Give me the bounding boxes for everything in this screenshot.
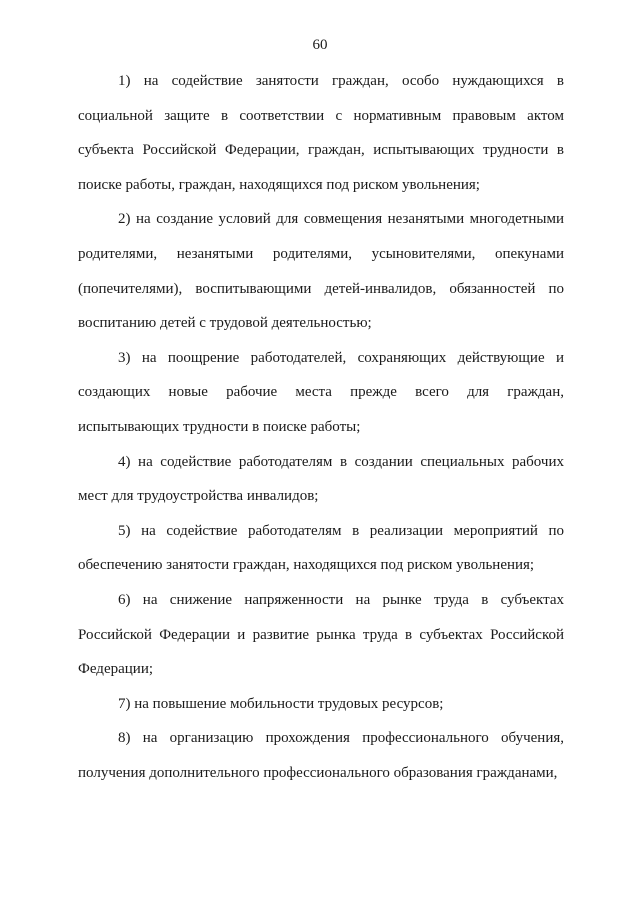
paragraph-item-4: 4) на содействие работодателям в создании специальных рабочих мест для трудоустройства инвалидов; (78, 453, 564, 505)
document-body (78, 64, 564, 790)
paragraph-item-1: 1) на содействие занятости граждан, особо нуждающихся в социальной защите в соответствии с нормативным правовым актом субъекта Российской Федерации, граждан, испытывающих трудности в поиске работы, граждан, находящихся под риском увольнения; (78, 73, 564, 193)
page-number: 60 (312, 37, 328, 53)
paragraph-item-5: 5) на содействие работодателям в реализации мероприятий по обеспечению занятости граждан, находящихся под риском увольнения; (78, 522, 564, 574)
paragraph-item-8: 8) на организацию прохождения профессионального обучения, получения дополнительного профессионального образования гражданами, (78, 730, 564, 781)
paragraph-item-2: 2) на создание условий для совмещения незанятыми многодетными родителями, незанятыми родителями, усыновителями, опекунами (попечителями), воспитывающими детей-инвалидов, обязанностей по воспитанию детей с трудовой деятельностью; (78, 211, 564, 332)
paragraph-item-3: 3) на поощрение работодателей, сохраняющих действующие и создающих новые рабочие места прежде всего для граждан, испытывающих трудности в поиске работы; (78, 349, 564, 435)
paragraph-item-6: 6) на снижение напряженности на рынке труда в субъектах Российской Федерации и развитие рынка труда в субъектах Российской Федерации; (78, 591, 564, 678)
paragraph-item-7: 7) на повышение мобильности трудовых ресурсов; (118, 695, 444, 712)
